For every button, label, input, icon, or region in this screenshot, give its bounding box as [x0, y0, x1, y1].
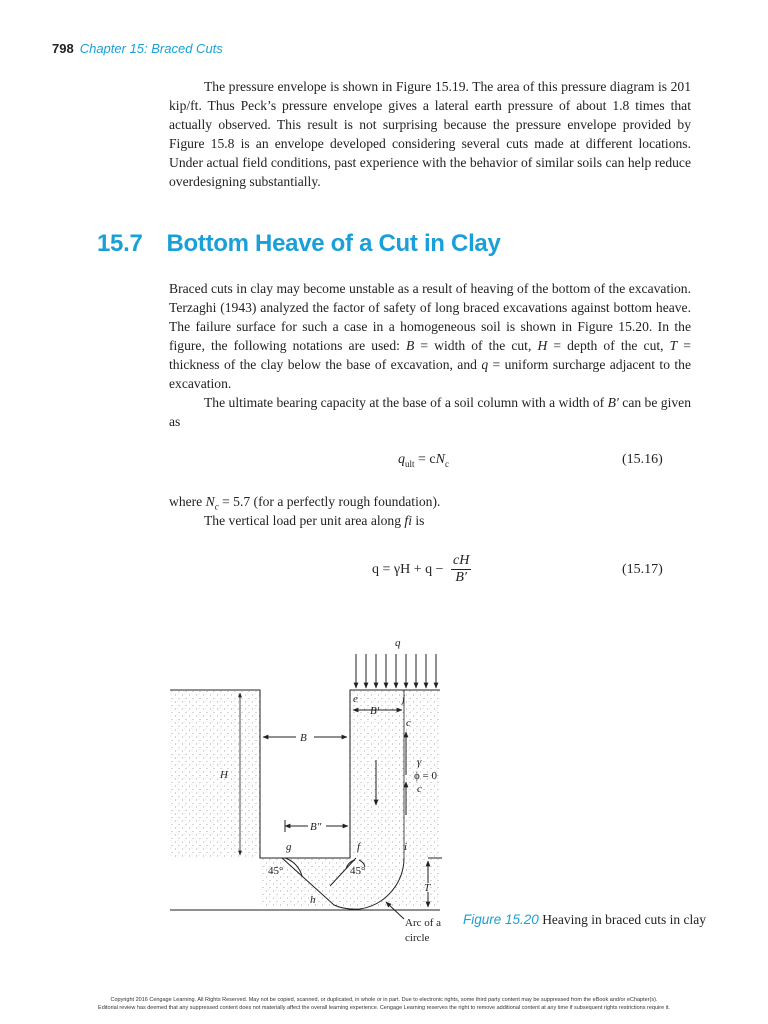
label-f: f — [357, 841, 361, 853]
label-q: q — [395, 637, 401, 649]
label-phi: ϕ = 0 — [414, 770, 437, 782]
label-i: i — [404, 841, 408, 853]
body-paragraph-2: The ultimate bearing capacity at the base of a soil column with a width of B′ can be given as — [169, 395, 691, 429]
surcharge-arrows — [356, 654, 436, 688]
label-c-mid: c — [417, 783, 422, 795]
running-head — [52, 41, 223, 57]
equation-15-16: $q_{ult} = cN_c$ — [398, 452, 449, 469]
section-heading — [97, 230, 501, 258]
label-h-depth: H — [220, 769, 228, 781]
label-j: j — [402, 693, 406, 705]
chapter-title: Chapter 15: Braced Cuts — [79, 41, 223, 56]
heave-figure — [160, 630, 460, 950]
label-e: e — [353, 693, 358, 705]
label-gamma: γ — [417, 756, 422, 768]
equation-number-15-17: (15.17) — [622, 562, 663, 577]
page-number: 798 — [52, 41, 74, 56]
section-number: 15.7 — [97, 230, 143, 257]
label-b-prime: B′ — [370, 705, 380, 717]
figure-number: Figure 15.20 — [463, 912, 539, 927]
left-soil — [170, 690, 260, 858]
label-t: T — [424, 882, 431, 894]
label-h-point: h — [310, 894, 316, 906]
intro-paragraph: The pressure envelope is shown in Figure 15.19. The area of this pressure diagram is 201 kip/ft. Thus Peck’s pressure envelope gives a lateral earth pressure of about 1.8 times that actually observed. This result is not surprising because the pressure envelope provided by Figure 15.8 is an envelope developed considering several cuts made at different locations. Under actual field conditions, past experience with the behavior of similar soils can help reduce overdesigning substantially. — [169, 79, 691, 189]
equation-15-17: q = γH + q − $\frac{cH}{B'}$ — [372, 553, 470, 585]
label-45-right: 45° — [350, 865, 366, 877]
body-paragraph-3: where $N_c = 5.7$ (for a perfectly rough foundation). — [169, 494, 441, 512]
label-g: g — [286, 841, 292, 853]
copyright-footer: Copyright 2016 Cengage Learning. All Rights Reserved. May not be copied, scanned, or duplicated, in whole or in part. Due to electronic rights, some third party content may be suppressed from the eBook and/or eChapter(s). Editorial review has deemed that any suppressed content does not materially affect the overall learning experience. Cengage Learning reserves the right to remove additional content at any time if subsequent rights restrictions require it. — [98, 997, 670, 1011]
label-arc-line1: Arc of a — [405, 917, 442, 929]
equation-number-15-16: (15.16) — [622, 452, 663, 467]
label-c-top: c — [406, 717, 411, 729]
body-paragraph-4: The vertical load per unit area along fi is — [204, 513, 425, 528]
body-paragraph-1: Braced cuts in clay may become unstable as a result of heaving of the bottom of the excavation. Terzaghi (1943) analyzed the factor of safety of long braced excavations against bottom heave. The failure surface for such a case in a homogeneous soil is shown in Figure 15.20. In the figure, the following notations are used: B = width of the cut, H = depth of the cut, T = thickness of the clay below the base of excavation, and q = uniform surcharge adjacent to the excavation. — [169, 281, 692, 391]
label-b: B — [300, 732, 307, 744]
label-45-left: 45° — [268, 865, 284, 877]
label-arc-line2: circle — [405, 932, 430, 944]
section-title: Bottom Heave of a Cut in Clay — [166, 230, 501, 257]
figure-caption: Figure 15.20 Heaving in braced cuts in clay — [463, 912, 707, 927]
label-b-double-prime: B″ — [310, 821, 322, 833]
